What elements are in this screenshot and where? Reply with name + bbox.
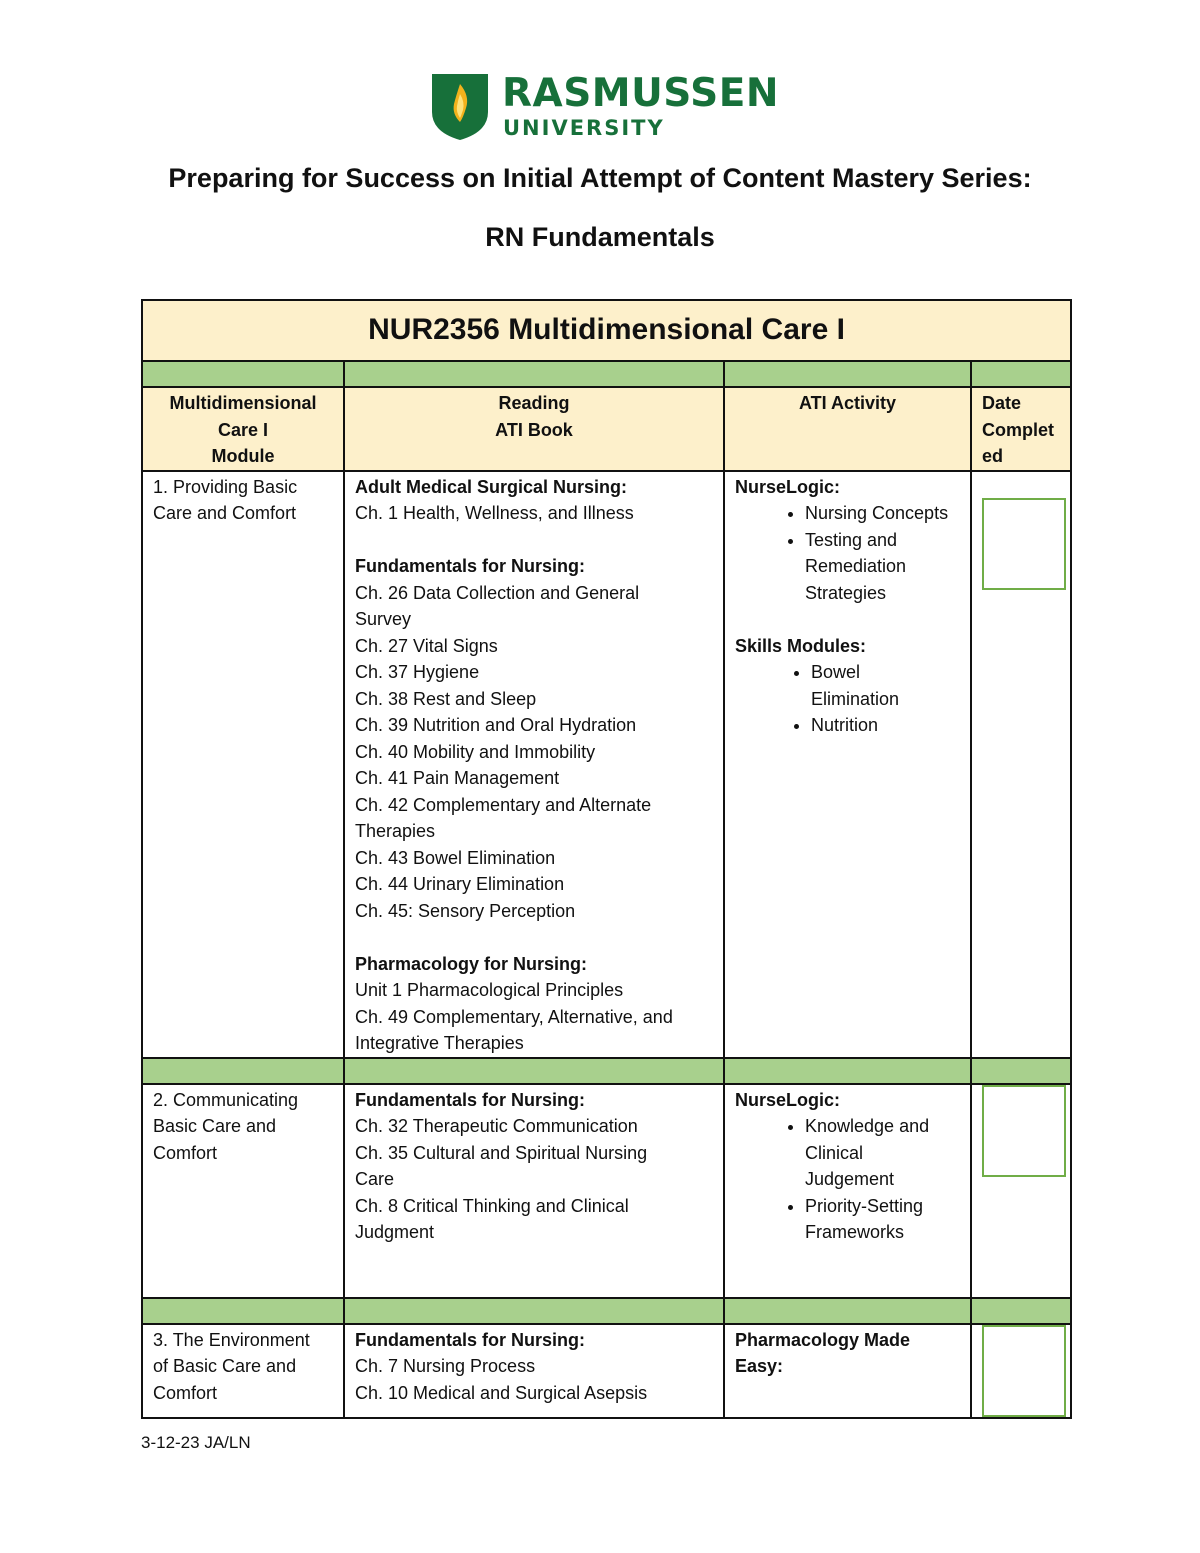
completion-checkbox[interactable] xyxy=(982,1325,1066,1417)
module-name: 1. Providing Basic Care and Comfort xyxy=(153,476,298,523)
module-name: 2. Communicating Basic Care and Comfort xyxy=(153,1089,299,1163)
header-date-completed: Date Complet ed xyxy=(971,387,1071,471)
reading-list: Fundamentals for Nursing: Ch. 32 Therapeutic Communication Ch. 35 Cultural and Spiritual Nursing Care Ch. 8 Critical Thinking and Clinical Judgment xyxy=(355,1089,648,1242)
reading-list: Fundamentals for Nursing: Ch. 7 Nursing Process Ch. 10 Medical and Surgical Asepsis xyxy=(355,1329,648,1403)
green-band xyxy=(142,361,1071,387)
list-item: • Nutrition xyxy=(811,712,960,739)
list-item: • Bowel Elimination xyxy=(811,659,960,712)
activity-list: NurseLogic: • Knowledge and Clinical Judgement • Priority-Setting Frameworks xyxy=(725,1085,970,1246)
list-item: • Testing and Remediation Strategies xyxy=(805,527,960,607)
green-band xyxy=(142,1058,1071,1084)
list-item: • Priority-Setting Frameworks xyxy=(805,1193,960,1246)
footer-note: 3-12-23 JA/LN xyxy=(141,1433,251,1452)
rasmussen-logo xyxy=(430,70,779,144)
header-module: Multidimensional Care I Module xyxy=(142,387,344,471)
table-row xyxy=(142,1324,1071,1418)
completion-checkbox[interactable] xyxy=(982,1085,1066,1177)
completion-checkbox[interactable] xyxy=(982,498,1066,590)
activity-list: NurseLogic: • Nursing Concepts • Testing and Remediation Strategies Skills Modules: • Bowel Elimination • Nutrition xyxy=(725,472,970,739)
logo-brand: RASMUSSEN xyxy=(502,71,779,116)
flame-shield-icon xyxy=(430,70,490,142)
list-item: • Knowledge and Clinical Judgement xyxy=(805,1113,960,1193)
green-band xyxy=(142,1298,1071,1324)
list-item: • Nursing Concepts xyxy=(805,500,960,527)
table-header xyxy=(142,387,1071,471)
header-reading: Reading ATI Book xyxy=(344,387,724,471)
course-title: NUR2356 Multidimensional Care I xyxy=(142,300,1071,361)
module-name: 3. The Environment of Basic Care and Comfort xyxy=(153,1329,310,1403)
activity-list: Pharmacology Made Easy: xyxy=(735,1329,911,1376)
page-subtitle: RN Fundamentals xyxy=(485,222,715,252)
logo-subtitle: UNIVERSITY xyxy=(503,116,665,140)
table-row xyxy=(142,1084,1071,1298)
reading-list: Adult Medical Surgical Nursing: Ch. 1 Health, Wellness, and Illness Fundamentals for Nursing: Ch. 26 Data Collection and General Survey Ch. 27 Vital Signs Ch. 37 Hygiene Ch. 38 Rest and Sleep Ch. 39 Nutrition and Oral Hydration Ch. 40 Mobility and Immobility Ch. 41 Pain Management Ch. 42 Complementary and Alternate Therapies Ch. 43 Bowel Elimination Ch. 44 Urinary Elimination Ch. 45: Sensory Perception Pharmacology for Nursing: Unit 1 Pharmacological Principles Ch. 49 Complementary, Alternative, and Integrative Therapies xyxy=(355,476,673,1053)
page-title: Preparing for Success on Initial Attempt of Content Mastery Series: xyxy=(168,163,1032,193)
table-row xyxy=(142,471,1071,1058)
header-activity: ATI Activity xyxy=(724,387,971,471)
course-table xyxy=(141,299,1072,1419)
